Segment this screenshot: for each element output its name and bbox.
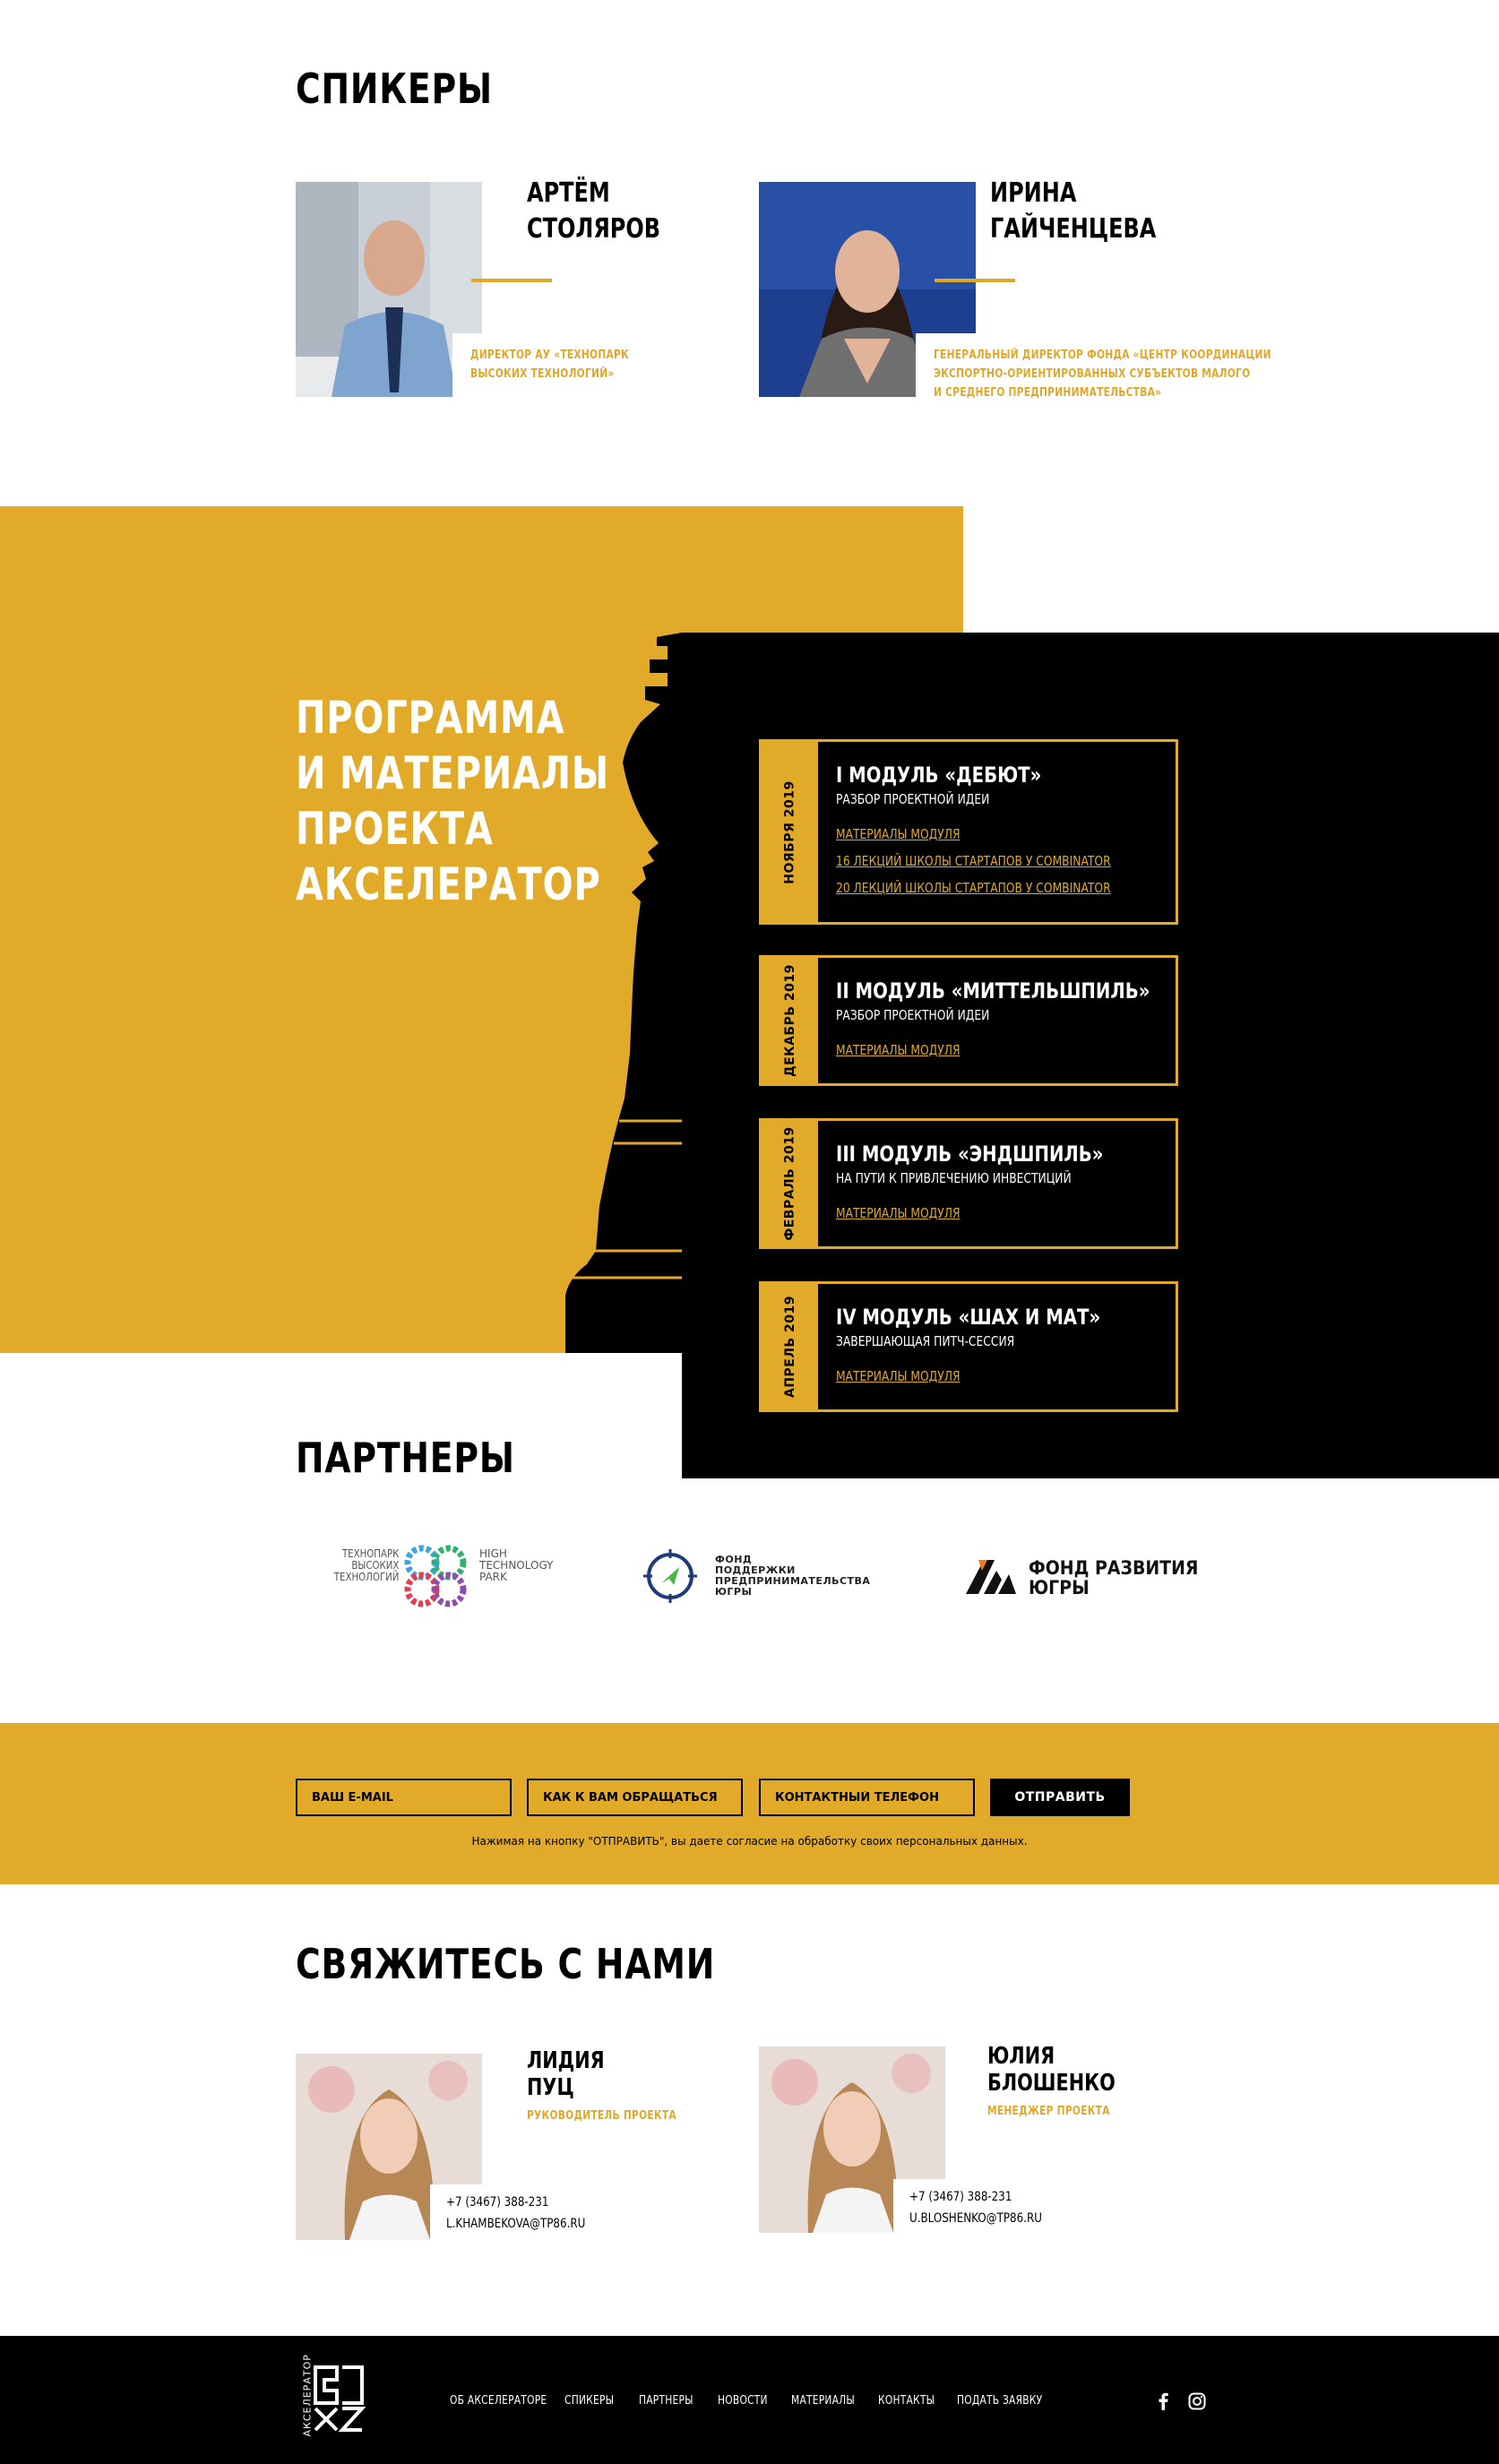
facebook-icon[interactable] bbox=[1158, 2392, 1168, 2410]
contact-phone[interactable]: +7 (3467) 388-231 bbox=[446, 2195, 549, 2210]
module-date: ДЕКАБРЬ 2019 bbox=[782, 964, 797, 1077]
module-subtitle: НА ПУТИ К ПРИВЛЕЧЕНИЮ ИНВЕСТИЦИЙ bbox=[836, 1170, 1072, 1186]
program-title-line: ПРОГРАММА bbox=[296, 692, 565, 744]
module-title: I МОДУЛЬ «ДЕБЮТ» bbox=[836, 762, 1042, 788]
module-card bbox=[759, 955, 1178, 1086]
speaker-role-line2: ВЫСОКИХ ТЕХНОЛОГИЙ» bbox=[470, 367, 615, 381]
module-title: II МОДУЛЬ «МИТТЕЛЬШПИЛЬ» bbox=[836, 978, 1150, 1004]
module-subtitle: ЗАВЕРШАЮЩАЯ ПИТЧ-СЕССИЯ bbox=[836, 1333, 1015, 1349]
partners-title: ПАРТНЕРЫ bbox=[296, 1434, 515, 1482]
footer-nav-apply[interactable]: ПОДАТЬ ЗАЯВКУ bbox=[957, 2394, 1043, 2408]
contact-name-line1: ЛИДИЯ bbox=[527, 2047, 605, 2074]
speaker-role-line2: ЭКСПОРТНО-ОРИЕНТИРОВАННЫХ СУБЪЕКТОВ МАЛОГО bbox=[934, 367, 1251, 381]
footer-nav-news[interactable]: НОВОСТИ bbox=[718, 2394, 768, 2408]
contact-role: РУКОВОДИТЕЛЬ ПРОЕКТА bbox=[527, 2109, 676, 2123]
consent-note: Нажимая на кнопку "ОТПРАВИТЬ", вы даете согласие на обработку своих персональных данных. bbox=[471, 1835, 1028, 1848]
send-button[interactable]: ОТПРАВИТЬ bbox=[990, 1779, 1130, 1816]
footer-logo-caption: АКСЕЛЕРАТОР bbox=[301, 2354, 314, 2437]
contacts-title: СВЯЖИТЕСЬ С НАМИ bbox=[296, 1940, 716, 1988]
gold-divider bbox=[935, 279, 1015, 282]
technopark-ru-line: ТЕХНОПАРК bbox=[341, 1547, 399, 1560]
module-lectures-link[interactable]: 20 ЛЕКЦИЙ ШКОЛЫ СТАРТАПОВ У COMBINATOR bbox=[836, 880, 1111, 896]
instagram-icon[interactable] bbox=[1188, 2392, 1206, 2410]
module-card bbox=[759, 1281, 1178, 1412]
contact-name-line2: БЛОШЕНКО bbox=[987, 2070, 1116, 2097]
accelerator-logo-icon bbox=[312, 2364, 366, 2434]
technopark-ru-line: ВЫСОКИХ bbox=[350, 1559, 399, 1572]
fund-support-line: ПРЕДПРИНИМАТЕЛЬСТВА bbox=[715, 1575, 871, 1587]
email-field[interactable] bbox=[296, 1779, 512, 1816]
module-subtitle: РАЗБОР ПРОЕКТНОЙ ИДЕИ bbox=[836, 791, 990, 807]
speaker-name-line1: ИРИНА bbox=[990, 177, 1077, 209]
speaker-role-line3: И СРЕДНЕГО ПРЕДПРИНИМАТЕЛЬСТВА» bbox=[934, 386, 1162, 400]
module-materials-link[interactable]: МАТЕРИАЛЫ МОДУЛЯ bbox=[836, 826, 961, 842]
module-date-tab bbox=[762, 742, 818, 922]
footer-nav-about[interactable]: ОБ АКСЕЛЕРАТОРЕ bbox=[450, 2394, 547, 2408]
program-title-line: И МАТЕРИАЛЫ bbox=[296, 747, 609, 799]
footer-logo[interactable] bbox=[296, 2354, 376, 2441]
contact-details-box bbox=[893, 2179, 1073, 2242]
fund-development-mark-icon bbox=[966, 1558, 1016, 1596]
contact-name-line1: ЮЛИЯ bbox=[987, 2043, 1055, 2070]
module-subtitle: РАЗБОР ПРОЕКТНОЙ ИДЕИ bbox=[836, 1007, 990, 1023]
speaker-name-line2: ГАЙЧЕНЦЕВА bbox=[990, 213, 1157, 245]
technopark-ru-line: ТЕХНОЛОГИЙ bbox=[333, 1571, 399, 1583]
contact-email[interactable]: L.KHAMBEKOVA@TP86.RU bbox=[446, 2217, 586, 2231]
module-date-tab bbox=[762, 1284, 818, 1409]
speaker-role-box bbox=[916, 333, 1271, 407]
contact-phone[interactable]: +7 (3467) 388-231 bbox=[909, 2190, 1012, 2204]
module-card bbox=[759, 739, 1178, 925]
program-title bbox=[296, 690, 609, 912]
program-title-line: ПРОЕКТА bbox=[296, 803, 494, 855]
phone-field[interactable] bbox=[759, 1779, 975, 1816]
fund-support-line: ЮГРЫ bbox=[715, 1586, 753, 1598]
module-card bbox=[759, 1118, 1178, 1249]
technopark-en-line: PARK bbox=[479, 1571, 507, 1583]
footer-nav-contacts[interactable]: КОНТАКТЫ bbox=[878, 2394, 935, 2408]
technopark-gear-icon bbox=[401, 1543, 470, 1611]
module-date: НОЯБРЯ 2019 bbox=[782, 780, 797, 884]
contact-role: МЕНЕДЖЕР ПРОЕКТА bbox=[987, 2105, 1110, 2118]
program-title-line: АКСЕЛЕРАТОР bbox=[296, 858, 601, 910]
module-date-tab bbox=[762, 1121, 818, 1246]
module-lectures-link[interactable]: 16 ЛЕКЦИЙ ШКОЛЫ СТАРТАПОВ У COMBINATOR bbox=[836, 853, 1111, 869]
technopark-en-line: TECHNOLOGY bbox=[479, 1559, 554, 1572]
speaker-role-line1: ГЕНЕРАЛЬНЫЙ ДИРЕКТОР ФОНДА «ЦЕНТР КООРДИНАЦИИ bbox=[934, 349, 1271, 362]
fund-support-line: ФОНД bbox=[715, 1554, 753, 1565]
speaker-role-line1: ДИРЕКТОР АУ «ТЕХНОПАРК bbox=[470, 349, 630, 362]
fund-support-compass-icon bbox=[642, 1547, 699, 1605]
contact-details-box bbox=[430, 2184, 609, 2247]
module-materials-link[interactable]: МАТЕРИАЛЫ МОДУЛЯ bbox=[836, 1368, 961, 1384]
module-title: IV МОДУЛЬ «ШАХ И МАТ» bbox=[836, 1305, 1101, 1330]
footer-nav-speakers[interactable]: СПИКЕРЫ bbox=[564, 2394, 615, 2408]
partner-fund-support-logo[interactable] bbox=[642, 1547, 874, 1607]
fund-development-line: ФОНД РАЗВИТИЯ bbox=[1029, 1557, 1199, 1579]
speaker-role-box bbox=[452, 333, 632, 398]
module-date: ФЕВРАЛЬ 2019 bbox=[782, 1126, 797, 1241]
technopark-en-line: HIGH bbox=[479, 1547, 507, 1560]
contact-email[interactable]: U.BLOSHENKO@TP86.RU bbox=[909, 2211, 1042, 2226]
partner-technopark-logo[interactable] bbox=[300, 1541, 569, 1613]
request-form-band bbox=[0, 1723, 1499, 1884]
partner-fund-development-logo[interactable] bbox=[966, 1556, 1217, 1599]
name-field[interactable] bbox=[527, 1779, 743, 1816]
module-date-tab bbox=[762, 958, 818, 1083]
module-materials-link[interactable]: МАТЕРИАЛЫ МОДУЛЯ bbox=[836, 1205, 961, 1221]
footer-nav-materials[interactable]: МАТЕРИАЛЫ bbox=[791, 2394, 856, 2408]
footer-nav-partners[interactable]: ПАРТНЕРЫ bbox=[639, 2394, 694, 2408]
speaker-name-line2: СТОЛЯРОВ bbox=[527, 213, 661, 245]
fund-development-line: ЮГРЫ bbox=[1029, 1577, 1090, 1598]
fund-support-line: ПОДДЕРЖКИ bbox=[715, 1564, 796, 1576]
module-materials-link[interactable]: МАТЕРИАЛЫ МОДУЛЯ bbox=[836, 1042, 961, 1058]
contact-name-line2: ПУЦ bbox=[527, 2074, 574, 2101]
speakers-title: СПИКЕРЫ bbox=[296, 65, 493, 113]
module-title: III МОДУЛЬ «ЭНДШПИЛЬ» bbox=[836, 1142, 1104, 1167]
gold-divider bbox=[471, 279, 552, 282]
speaker-name-line1: АРТЁМ bbox=[527, 177, 610, 209]
module-date: АПРЕЛЬ 2019 bbox=[782, 1295, 797, 1399]
